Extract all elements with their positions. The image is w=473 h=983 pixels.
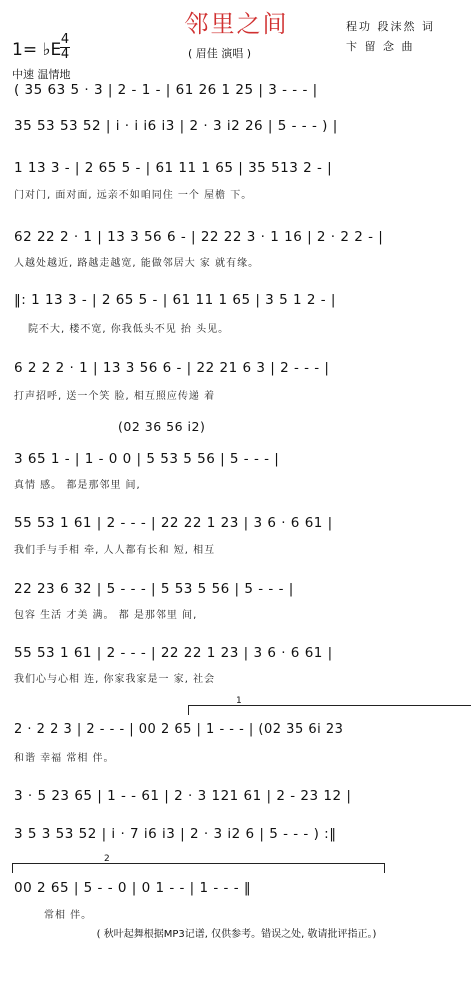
volta-2-end: [384, 863, 385, 873]
notation-row-8: 55 53 1 61 | 2 - - - | 22 22 1 23 | 3 6 · 6 61 |: [14, 515, 333, 531]
lyricist-credit: 程功 段沫然 词: [346, 20, 435, 33]
notation-row-6: 6 2 2 2 · 1 | 13 3 56 6 - | 22 21 6 3 | 2 - - - |: [14, 360, 330, 376]
lyrics-row-9: 包容 生活 才美 满。 都 是那邻里 间,: [14, 610, 198, 621]
lyrics-row-6: 打声招呼, 送一个笑 脸, 相互照应传递 着: [14, 391, 216, 402]
composer-credit: 卞 留 念 曲: [346, 40, 415, 53]
notation-row-4: 62 22 2 · 1 | 13 3 56 6 - | 22 22 3 · 1 16 | 2 · 2 2 - |: [14, 229, 384, 245]
lyrics-row-7: 真情 感。 都是那邻里 间,: [14, 480, 141, 491]
volta-1-label: 1: [236, 696, 242, 706]
lyrics-row-4: 人越处越近, 路越走越宽, 能做邻居大 家 就有缘。: [14, 258, 260, 269]
tempo-marking: 中速 温情地: [12, 68, 71, 81]
time-signature: [60, 33, 70, 61]
notation-row-13: 3 5 3 53 52 | i · 7 i6 i3 | 2 · 3 i2 6 | 5 - - - ) :‖: [14, 826, 337, 842]
singer-credit: ( 眉佳 演唱 ): [188, 47, 252, 60]
volta-2-bracket: [12, 863, 384, 864]
volta-1-start: [188, 705, 189, 715]
song-title: 邻里之间: [184, 10, 289, 38]
notation-row-11: 2 · 2 2 3 | 2 - - - | 00 2 65 | 1 - - - | (02 35 6i 23: [14, 722, 344, 737]
notation-row-7: 3 65 1 - | 1 - 0 0 | 5 53 5 56 | 5 - - - |: [14, 451, 280, 467]
notation-row-2: 35 53 53 52 | i · i i6 i3 | 2 · 3 i2 26 | 5 - - - ) |: [14, 118, 338, 134]
time-bottom: 4: [60, 47, 70, 62]
volta-1-bracket: [188, 705, 471, 706]
notation-row-1: ( 35 63 5 · 3 | 2 - 1 - | 61 26 1 25 | 3 - - - |: [14, 82, 318, 98]
notation-row-10: 55 53 1 61 | 2 - - - | 22 22 1 23 | 3 6 · 6 61 |: [14, 645, 333, 661]
footer-note: ( 秋叶起舞根据MP3记谱, 仅供参考。错误之处, 敬请批评指正。): [96, 929, 377, 940]
notation-row-14: 00 2 65 | 5 - - 0 | 0 1 - - | 1 - - - ‖: [14, 880, 252, 896]
notation-row-12: 3 · 5 23 65 | 1 - - 61 | 2 · 3 121 61 | 2 - 23 12 |: [14, 788, 352, 804]
key-signature: 1= ♭E: [12, 40, 62, 60]
lyrics-row-11: 和谐 幸福 常相 伴。: [14, 753, 115, 764]
lyrics-row-3: 门对门, 面对面, 远亲不如咱同住 一个 屋檐 下。: [14, 190, 253, 201]
notation-row-3: 1 13 3 - | 2 65 5 - | 61 11 1 65 | 35 513 2 - |: [14, 160, 333, 176]
lyrics-row-8: 我们手与手相 牵, 人人都有长和 短, 相互: [14, 545, 216, 556]
notation-row-9: 22 23 6 32 | 5 - - - | 5 53 5 56 | 5 - - - |: [14, 581, 294, 597]
volta-2-start: [12, 863, 13, 873]
volta-2-label: 2: [104, 854, 110, 864]
notation-row-5: ‖: 1 13 3 - | 2 65 5 - | 61 11 1 65 | 3 5 1 2 - |: [14, 292, 336, 308]
lyrics-row-14: 常相 伴。: [44, 910, 93, 921]
lyrics-row-10: 我们心与心相 连, 你家我家是一 家, 社会: [14, 674, 216, 685]
notation-interlude: (02 36 56 i2): [118, 419, 206, 434]
lyrics-row-5: 院不大, 楼不宽, 你我低头不见 抬 头见。: [28, 324, 230, 335]
time-top: 4: [60, 32, 70, 47]
